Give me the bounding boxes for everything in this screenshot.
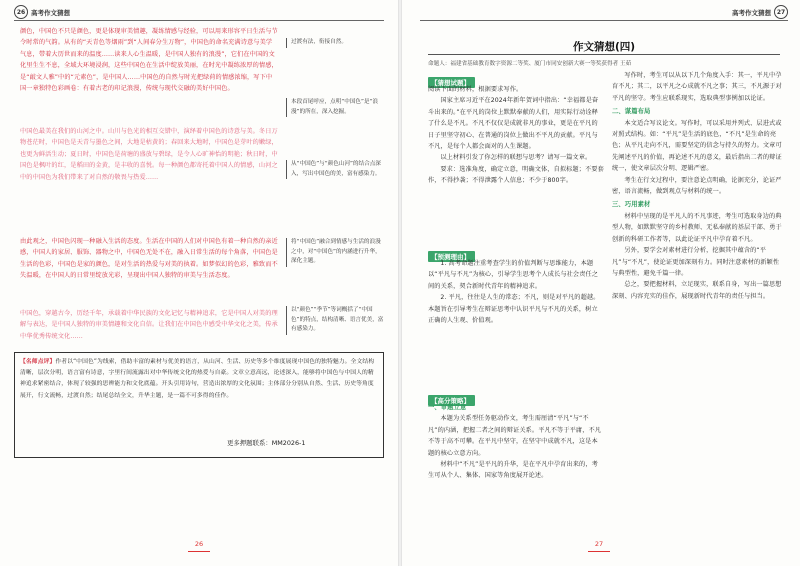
col2-p5: 另外，要学会对素材进行分析，挖掘其中蕴含的“平凡”与“不凡”，使论证更加深刻有力。同时注意素材的新颖性与典型性，避免千篇一律。 [612, 247, 780, 277]
question-requirements: 要求：选准角度，确定立意，明确文体，自拟标题；不要套作，不得抄袭；不得泄露个人信息；不少于800字。 [428, 165, 604, 185]
tag-guess-question: 【猜想试题】 [428, 77, 475, 88]
left-paragraph-3 [20, 236, 278, 306]
review-label: 【名师点评】 [20, 359, 56, 365]
left-header-title: 高考作文猜想 [31, 8, 70, 17]
essay-title: 作文猜想(四) [573, 41, 636, 53]
reason-2: 2. 平凡，往往是人生的常态；不凡，则是对平凡的超越。本题旨在引导考生在辩证思考中认识平凡与不凡的关系，树立正确的人生观、价值观。 [428, 294, 600, 325]
reason-1: 1. 高考命题注重考查学生的价值判断与思维能力，本题以“平凡与不凡”为核心，引导学生思考个人成长与社会责任之间的关系，契合新时代青年的精神追求。 [428, 260, 599, 290]
right-column-2 [612, 70, 784, 530]
strategy-sub-1: 一、审题立意 [428, 404, 467, 411]
col2-sub-2: 二、谋篇布局 [612, 108, 651, 116]
left-paragraph-4 [20, 308, 278, 346]
left-header-badge: 26 [14, 5, 28, 19]
col2-p2: 本文适合写议论文。写作时，可以采用并列式、层进式或对照式结构。如：“平凡”是生活的底色，“不凡”是生命的亮色；从平凡走向不凡，需要坚定的信念与持久的努力。文章可先阐述平凡的价值，再论述不凡的意义，最后指出二者的辩证统一，使文章层次分明、逻辑严密。 [612, 119, 782, 173]
question-prompt: 以上材料引发了你怎样的联想与思考？请写一篇文章。 [440, 154, 592, 162]
question-intro: 阅读下面的材料，根据要求写作。 [428, 86, 523, 93]
tag-strategy: 【高分策略】 [428, 395, 475, 406]
author-line: 命题人：福建省基础教育数字资源二等奖、厦门市同安创新大赛一等奖获得者 王茹 [428, 61, 632, 67]
left-paragraph-3-text: 由此观之，中国色闪现一种融入生活的态度。生活在中国的人们对中国色有着一种自然的亲近感，中国人的家居、服饰、器物之中，中国色无处不在，融入日常生活的每个角落，中国色是生活的色彩，中国色是家的颜色，是对生活的热爱与对美的执着。如梦似幻的色彩，雅致而不失温暖，在中国人的日常里绽放光彩，呈现出中国人独特的审美与生活态度。 [20, 238, 278, 280]
title-rule [428, 54, 780, 55]
margin-note-5: 以“颜色”“季节”等词概括了“中国色”的特点，结构清晰、语言优美，富有感染力。 [286, 306, 386, 335]
left-header [14, 5, 70, 19]
review-text: 作者以“中国色”为线索，借助丰富的素材与优美的语言，从山河、生活、历史等多个维度展现中国色的独特魅力。全文结构清晰，层次分明，语言富有诗意，字里行间流露出对中华传统文化的热爱与自豪。文章立意高远，论述深入，能够将中国色与中国人的精神追求紧密结合，体现了较强的思辨能力和文化底蕴。开头引用诗句，营造出浓厚的文化氛围；主体部分分别从自然、生活、历史等角度展开，行文流畅，过渡自然；结尾总结全文，升华主题，是一篇不可多得的佳作。 [20, 359, 375, 399]
col2-p1: 写作时，考生可以从以下几个角度入手：其一，平凡中孕育不凡；其二，以平凡之心成就不凡之事；其三，不凡源于对平凡的坚守。考生应联系现实，选取典型事例加以论证。 [612, 72, 782, 102]
margin-note-4: 将“中国色”融合到情感与生活的浪漫之中，对“中国色”的内涵进行升华，深化主题。 [286, 238, 386, 267]
left-page [0, 0, 398, 566]
left-paragraph-4-text: 中国色，穿越古今，历经千年，承载着中华民族的文化记忆与精神追求，它是中国人对美的理解与表达，是中国人独特的审美情趣和文化自信。让我们在中国色中感受中华文化之美，传承中华优秀传统文化…… [20, 310, 278, 340]
review-box [14, 352, 384, 458]
question-body [428, 84, 604, 242]
right-header-badge: 27 [774, 5, 788, 19]
margin-note-2: 本段首尾呼应，点明“中国色”是“浪漫”的所在，深入挖掘。 [286, 98, 386, 117]
question-material: 国家主席习近平在2024年新年贺词中指出：“幸福都是奋斗出来的。”在平凡的岗位上默默奉献的人们，用实际行动诠释了什么是不凡。不凡不仅仅是成就非凡的事业，更是在平凡的日子里坚守初心、在普通的岗位上做出不平凡的贡献。平凡与不凡，是每个人都会面对的人生课题。 [428, 97, 599, 151]
reason-body [428, 258, 604, 384]
col2-p6: 总之，要把握材料，立足现实，联系自身，写出一篇思想深刻、内容充实的佳作，展现新时代青年的责任与担当。 [612, 281, 782, 300]
left-paragraph-2-text: 中国色最美在我们的山河之中。山川与色光的相互交错中，演绎着中国色的诗意与美。冬日万物苍茫时，中国色是天青与墨色之间，大地是枯黄的；春回来大地时，中国色是芽叶的嫩绿，也更为鲜活生动；夏日时，中国色是荷塘的盛放与碧绿，是令人心旷神怡的明艳；秋日时，中国色是枫叶的红，是稻田的金黄，是丰收的喜悦。每一种颜色都寄托着中国人的情感，山河之中的中国色为我们带来了对自然的敬畏与热爱…… [20, 128, 278, 181]
col2-p3: 考生在行文过程中，要注意论点明确，论据充分，论证严密，语言流畅，做到观点与材料的统一。 [612, 176, 782, 196]
left-paragraph-2 [20, 126, 278, 234]
left-paragraph-1-text: 颜色，中国色不只是颜色，更是体现审美情趣，凝练情感与经验，可以用来形容平日生活与节令时常的气韵。从有的“天青色等烟雨”到“人间春分生万物”，中国色的命名充满诗意与美学气息，带着大历世而来的温度……读来人心生温暖，是中国人独有的浪漫”，它们在中国的文化里生生不息，全域大环境浸润，这些中国色在生活中绽放美丽，在时光中凝练浓厚的情感，是“敲文人雅”中的“元素色”，是中国人……中国色的自然与时光把绿荷的情感浓缩，写下中国一章独特色彩画卷：有着古老的印记浪漫，传统与现代交融的美好中国色。 [20, 28, 278, 93]
margin-note-3: 从“中国色”与“颜色山河”的结合点深入，写出中国色的美，富有感染力。 [286, 160, 386, 179]
right-page-number: 27 [588, 536, 610, 552]
strategy-p2: 材料中“不凡”是平凡的升华，是在平凡中孕育出来的，考生可从个人、集体、国家等角度展开论述。 [428, 461, 598, 480]
right-header-rule [420, 20, 788, 21]
margin-note-1: 过渡有法，衔接自然。 [286, 38, 386, 48]
left-paragraph-1 [20, 26, 278, 124]
strategy-p1: 本题为关系型任务驱动作文，考生需厘清“平凡”与“不凡”的内涵，把握二者之间的辩证关系。平凡不等于平庸，不凡不等于高不可攀。在平凡中坚守，在坚守中成就不凡，这是本题的核心立意方向。 [428, 415, 602, 457]
right-header-title: 高考作文猜想 [732, 8, 771, 17]
col2-sub-3: 三、巧用素材 [612, 201, 651, 209]
tag-reason: 【预测理由】 [428, 251, 475, 262]
right-header [732, 5, 788, 19]
review-tail: 更多押题联系：MM2026-1 [227, 439, 306, 447]
review-box-body [20, 357, 378, 453]
col2-p4: 材料中呈现的是平凡人的不凡事迹，考生可选取身边的典型人物，如默默坚守的乡村教师、无私奉献的基层干部、勇于创新的科研工作者等，以此论证平凡中孕育着不凡。 [612, 212, 782, 243]
strategy-body [428, 402, 604, 530]
left-page-number: 26 [188, 536, 210, 552]
left-header-rule [14, 20, 384, 21]
